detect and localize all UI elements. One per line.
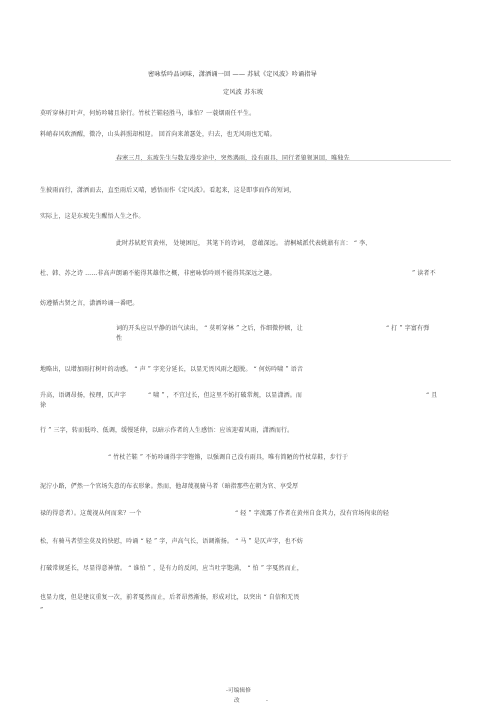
paragraph-line: 妨遵循古贤之言，潇洒吟诵一番吧。 [40, 300, 139, 307]
poem-line-1: 莫听穿林打叶声，何妨吟啸且徐行。竹杖芒鞋轻胜马，谁怕？一蓑烟雨任平生。 [40, 110, 256, 117]
paragraph-line: 打破常规延长，尽显得意神情。 “ 谁怕 ” ，是有力的反问，应当吐字饱满， “ 怕 ” 字戛然而止， [40, 565, 304, 572]
paragraph-line: “ 且 [426, 392, 438, 399]
paragraph-line: 性 [116, 335, 123, 342]
paragraph-line: 也显力度，但是建议重复一次，前者戛然而止，后者昂然渐扬，形成对比，以突出 “ 自信和无畏 [40, 594, 300, 601]
paragraph-line: ” 读者不 [412, 270, 436, 277]
paragraph-line: 徐 [40, 402, 47, 409]
poem-line-2: 料峭春风吹酒醒，微冷，山头斜照却相迎。 回首向来萧瑟处，归去，也无风雨也无晴。 [40, 131, 276, 138]
paragraph-line: 春寒三月，东坡先生与数友漫步途中，突然遇雨，没有雨具，同行者狼狈退回，唯独先 [116, 155, 350, 162]
paragraph-line: 此时苏轼贬官黄州， 处境困厄， 其笔下的诗词， 意蕴深远。 清桐城派代表姚鼐有言： “ 李、 [116, 240, 372, 247]
paragraph-line: 行 ” 三字，转而低吟、低调，缓慢延伸，以暗示作者的人生感悟：应该迎着风雨，潇洒而行。 [40, 427, 294, 434]
footer-editable-note: -可编辑修 [226, 688, 252, 694]
paragraph-line: ” [40, 607, 44, 614]
footer-dash: - [266, 698, 269, 704]
paragraph-line: 生披雨而行，潇洒而去，直至雨后又晴，感悟而作《定风波》。看起来，这是即事而作的短词， [40, 187, 296, 194]
paragraph-line: “ 轻 ” 字流露了作者在黄州自食其力，没有官场拘束的轻 [235, 510, 390, 517]
paragraph-line: 禄的得意者）。这蔑视从何而来？一个 [40, 510, 142, 517]
document-title: 密咏恬吟品词味，潇洒诵一回 —— 苏轼《定风波》吟诵指导 [148, 71, 318, 78]
paragraph-line: 松，有骑马者望尘莫及的快慰，吟诵 “ 轻 ” 字，声高气长，语调渐扬。 “ 马 ” 是仄声字，也不妨 [40, 538, 304, 545]
paragraph-line: 泥泞小路，俨然一个官场失意的布衣形象。然而，他却蔑视骑马者（暗指那些在朝为官、享受厚 [40, 483, 299, 490]
horizontal-rule [115, 160, 451, 161]
paragraph-line: 升高，语调昂扬，按理，仄声字 [40, 392, 127, 399]
paragraph-line: 地略出，以增加雨打树叶的动感。 “ 声 ” 字充分延长，以显无畏风雨之超脱。 “ 何妨吟啸 ” 语音 [40, 366, 304, 373]
poem-title-author: 定风波 苏东坡 [223, 89, 264, 96]
paragraph-line: 词的开头应以平静的语气读出， “ 莫听穿林 ” 之后，作细微停顿，让 [116, 325, 303, 332]
paragraph-line: “ 竹杖芒鞋 ” 不妨吟诵得字字铿锵，以强调自己没有雨具，唯有简陋的竹杖草鞋，步行于 [108, 454, 349, 461]
paragraph-line: “ 打 ” 字富有弹 [386, 325, 430, 332]
footer-editable-note-2: 改 [234, 698, 240, 704]
paragraph-line: 杜、韩、苏之诗 ……非高声朗诵不能得其雄伟之概，非密咏恬吟则不能得其深远之趣。 [40, 270, 276, 277]
paragraph-line: 实际上，这是东坡先生醒悟人生之作。 [40, 213, 145, 220]
paragraph-line: “ 啸 ” ，不宜过长，但这里不妨打破常规，以显潇洒。而 [148, 392, 303, 399]
